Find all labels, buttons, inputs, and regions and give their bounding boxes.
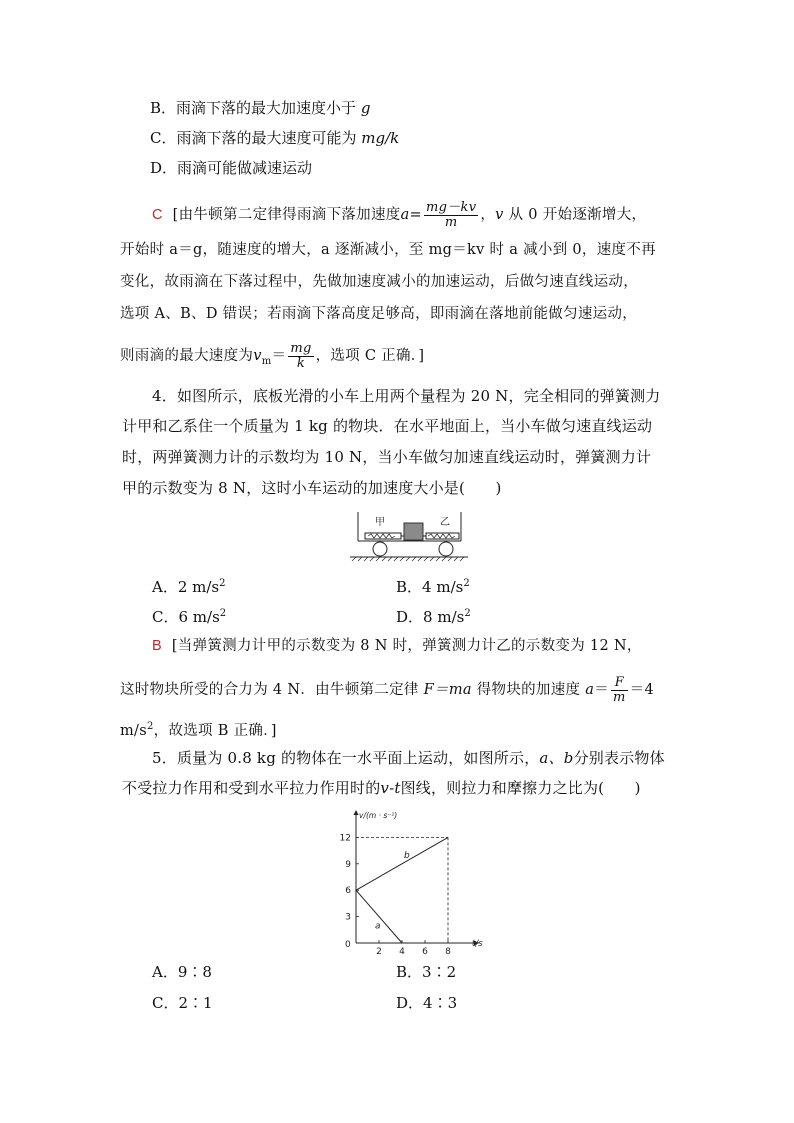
stem-text: 分别表示物体 bbox=[573, 749, 665, 767]
series-label-a: a bbox=[375, 921, 381, 932]
denominator: m bbox=[444, 214, 458, 230]
series-line-b bbox=[356, 837, 448, 890]
vt-chart bbox=[330, 806, 500, 954]
denominator: k bbox=[296, 355, 306, 371]
exponent: 2 bbox=[146, 721, 154, 732]
option-label: C． bbox=[152, 994, 179, 1012]
x-tick-label: 6 bbox=[422, 947, 428, 954]
solution-text: 从 0 开始逐渐增大， bbox=[508, 207, 647, 224]
x-tick-label: 2 bbox=[376, 947, 382, 954]
exponent: 2 bbox=[463, 578, 470, 589]
option-value: 8 m/s bbox=[423, 608, 465, 626]
solution-text: ， bbox=[480, 207, 496, 224]
origin-label: 0 bbox=[345, 940, 351, 950]
option-label: B． bbox=[396, 963, 423, 981]
q5-option-b bbox=[396, 962, 456, 982]
block bbox=[404, 523, 423, 540]
label-jia: 甲 bbox=[375, 517, 385, 528]
option-label: B． bbox=[396, 578, 423, 596]
q3-option-c bbox=[150, 128, 399, 148]
denominator: m bbox=[613, 689, 626, 705]
option-label: B． bbox=[150, 99, 177, 117]
y-tick-label: 3 bbox=[345, 912, 351, 923]
solution-text: [当弹簧测力计甲的示数变为 8 N 时，弹簧测力计乙的示数变为 12 N， bbox=[171, 638, 642, 654]
y-axis-arrow bbox=[354, 810, 359, 815]
x-tick-label: 8 bbox=[445, 947, 451, 954]
ground-hatch bbox=[352, 557, 464, 561]
subscript: m bbox=[261, 356, 272, 368]
option-label: D． bbox=[150, 159, 178, 177]
exponent: 2 bbox=[219, 608, 227, 619]
q3-option-b bbox=[150, 98, 370, 118]
q3-solution-line-5 bbox=[120, 342, 424, 372]
equals: ＝ bbox=[271, 348, 287, 365]
q4-option-d bbox=[396, 604, 471, 627]
option-text: 雨滴可能做减速运动 bbox=[177, 159, 313, 177]
q5-option-a bbox=[152, 962, 212, 982]
fraction bbox=[611, 676, 628, 704]
spring-left-coil bbox=[368, 534, 395, 538]
solution-text: 得物块的加速度 bbox=[476, 682, 581, 699]
y-tick-label: 12 bbox=[339, 833, 351, 844]
answer-letter: C bbox=[152, 207, 163, 224]
numerator: mg－kv bbox=[425, 200, 477, 215]
solution-text: ，选项 C 正确．] bbox=[315, 348, 425, 365]
option-value: 9∶8 bbox=[177, 963, 212, 981]
formula: F＝ma bbox=[423, 682, 472, 699]
symbols: v-t bbox=[380, 779, 401, 797]
q3-solution-line-2: 开始时 a＝g，随速度的增大，a 逐渐减小，至 mg＝kv 时 a 减小到 0，速度不再 bbox=[120, 242, 656, 258]
q5-stem-line-1 bbox=[152, 748, 665, 768]
q4-option-a bbox=[152, 574, 226, 597]
equals: ＝ bbox=[594, 682, 610, 699]
solution-text: [由牛顿第二定律得雨滴下落加速度 bbox=[172, 207, 401, 224]
option-value: 2 m/s bbox=[177, 578, 220, 596]
y-tick-label: 6 bbox=[345, 886, 351, 897]
stem-text: 5．质量为 0.8 kg 的物体在一水平面上运动，如图所示， bbox=[152, 749, 540, 767]
option-value: 3∶2 bbox=[422, 963, 457, 981]
option-text: 雨滴下落的最大速度可能为 bbox=[176, 129, 357, 147]
q3-option-d bbox=[150, 158, 312, 178]
cart-figure bbox=[348, 508, 472, 566]
option-label: C． bbox=[150, 129, 177, 147]
wheel-left bbox=[373, 542, 387, 556]
numerator: F bbox=[611, 676, 628, 691]
option-symbol: mg/k bbox=[361, 129, 400, 147]
q3-solution-line-1 bbox=[152, 201, 646, 229]
symbol-v: v bbox=[253, 348, 262, 365]
series-line-a bbox=[356, 890, 402, 943]
solution-text: ＝4 bbox=[629, 682, 654, 699]
x-axis-label: t/s bbox=[472, 939, 483, 949]
q4-solution-line-1 bbox=[152, 636, 642, 656]
fraction bbox=[424, 201, 478, 229]
option-value: 2∶1 bbox=[178, 994, 213, 1012]
exponent: 2 bbox=[219, 578, 226, 589]
fraction bbox=[288, 342, 313, 370]
unit: m/s bbox=[120, 722, 147, 739]
option-symbol: g bbox=[360, 99, 371, 117]
option-value: 6 m/s bbox=[178, 608, 220, 626]
stem-text: 不受拉力作用和受到水平拉力作用时的 bbox=[122, 779, 381, 797]
q4-solution-line-2 bbox=[120, 676, 654, 704]
q4-solution-line-3 bbox=[120, 717, 277, 741]
q4-stem-line-2: 计甲和乙系住一个质量为 1 kg 的物块．在水平地面上，当小车做匀速直线运动 bbox=[122, 417, 653, 435]
q4-option-c bbox=[152, 604, 226, 627]
q3-solution-line-4: 选项 A、B、D 错误；若雨滴下落高度足够高，即雨滴在落地前能做匀速运动， bbox=[120, 306, 638, 322]
wheel-right bbox=[439, 542, 453, 556]
option-label: D． bbox=[396, 994, 424, 1012]
option-label: C． bbox=[152, 608, 179, 626]
q3-solution-line-3: 变化，故雨滴在下落过程中，先做加速度减小的加速运动，后做匀速直线运动， bbox=[120, 274, 638, 290]
option-label: D． bbox=[396, 608, 424, 626]
option-label: A． bbox=[152, 578, 178, 596]
q4-stem-line-1: 4．如图所示，底板光滑的小车上用两个量程为 20 N，完全相同的弹簧测力 bbox=[152, 387, 661, 405]
answer-letter: B bbox=[152, 638, 162, 654]
label-yi: 乙 bbox=[440, 517, 450, 528]
y-axis-label: v/(m · s⁻¹) bbox=[359, 811, 398, 820]
spring-right-coil bbox=[428, 534, 455, 538]
option-label: A． bbox=[152, 963, 178, 981]
y-tick-label: 9 bbox=[345, 859, 351, 870]
solution-text: 则雨滴的最大速度为 bbox=[120, 348, 254, 365]
q4-stem-line-3: 时，两弹簧测力计的示数均为 10 N，当小车做匀加速直线运动时，弹簧测力计 bbox=[122, 448, 652, 466]
q5-stem-line-2 bbox=[122, 778, 641, 798]
q4-option-b bbox=[396, 574, 470, 597]
q5-option-c bbox=[152, 993, 213, 1013]
solution-text: ，故选项 B 正确．] bbox=[153, 722, 277, 739]
symbols: a、b bbox=[539, 749, 574, 767]
option-text: 雨滴下落的最大加速度小于 bbox=[176, 99, 357, 117]
stem-text: 图线，则拉力和摩擦力之比为( ) bbox=[400, 779, 641, 797]
symbol-a: a bbox=[585, 682, 595, 699]
solution-text: 这时物块所受的合力为 4 N．由牛顿第二定律 bbox=[120, 682, 419, 699]
x-tick-label: 4 bbox=[399, 947, 405, 954]
q5-option-d bbox=[396, 993, 457, 1013]
option-value: 4∶3 bbox=[423, 994, 458, 1012]
symbol-v: v bbox=[495, 207, 504, 224]
option-value: 4 m/s bbox=[422, 578, 464, 596]
exponent: 2 bbox=[464, 608, 471, 619]
symbol-a: a bbox=[400, 207, 410, 224]
equals: = bbox=[409, 207, 422, 224]
series-label-b: b bbox=[404, 850, 410, 861]
numerator: mg bbox=[290, 341, 312, 356]
q4-stem-line-4: 甲的示数变为 8 N，这时小车运动的加速度大小是( ) bbox=[122, 479, 502, 497]
